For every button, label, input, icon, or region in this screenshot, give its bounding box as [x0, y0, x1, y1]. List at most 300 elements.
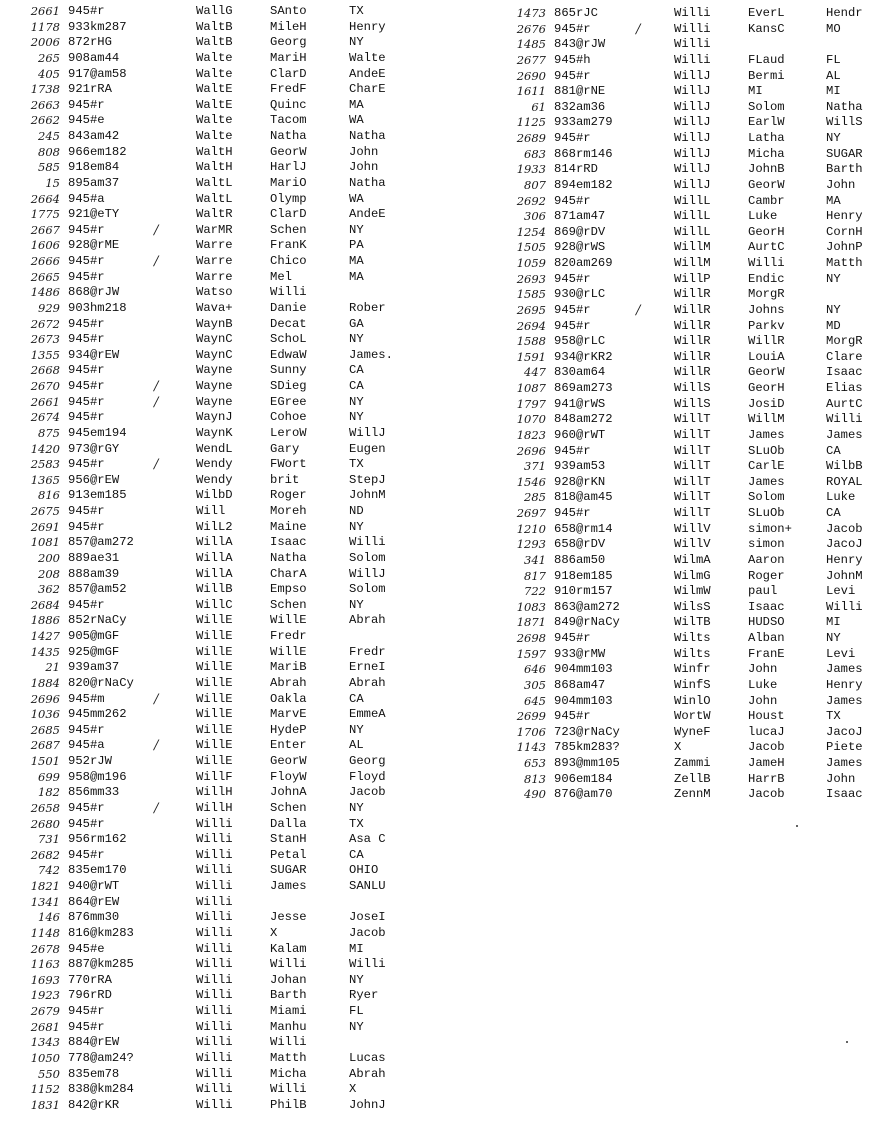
surname-field: Willi	[196, 1066, 233, 1081]
entry-code: 886am50	[554, 552, 606, 567]
record-number: 2680	[30, 816, 60, 831]
given-name-field: Miami	[270, 1004, 307, 1018]
place-or-relation-field: WilbB	[826, 459, 863, 474]
surname-field: Watso	[196, 285, 233, 300]
entry-code: 910rm157	[554, 584, 613, 599]
record-number: 1831	[30, 1097, 60, 1112]
place-or-relation-field: WillS	[826, 115, 863, 130]
list-item	[0, 645, 440, 661]
entry-code: 913em185	[68, 488, 127, 503]
list-item	[0, 332, 440, 348]
list-item	[0, 473, 440, 489]
surname-field: WillH	[196, 800, 233, 815]
record-number: 1083	[516, 599, 546, 614]
record-number: 1871	[516, 615, 546, 630]
record-number: 2662	[30, 113, 60, 128]
given-name-field: EarlW	[748, 115, 785, 130]
place-or-relation-field: PA	[349, 238, 364, 253]
given-name-field: Solom	[748, 99, 785, 114]
stray-mark	[846, 1041, 848, 1043]
record-number: 15	[45, 175, 60, 190]
list-item	[494, 84, 879, 100]
record-number: 1693	[30, 972, 60, 987]
record-number: 2677	[516, 52, 546, 67]
list-item	[0, 879, 440, 895]
list-item	[494, 444, 879, 460]
surname-field: Willi	[674, 6, 711, 20]
surname-field: Willi	[196, 847, 233, 862]
list-item	[494, 725, 879, 741]
surname-field: Willi	[196, 1050, 233, 1065]
entry-code: 814rRD	[554, 162, 598, 177]
list-item	[0, 301, 440, 317]
entry-code: 876@am70	[554, 787, 613, 802]
list-item	[494, 256, 879, 272]
record-number: 146	[38, 910, 60, 925]
list-item	[494, 647, 879, 663]
surname-field: WillA	[196, 550, 233, 565]
list-item	[494, 740, 879, 756]
given-name-field: SchoL	[270, 332, 307, 347]
list-item	[0, 535, 440, 551]
list-item	[494, 178, 879, 194]
surname-field: WaltE	[196, 97, 233, 112]
surname-field: Walte	[196, 50, 233, 65]
surname-field: WaltB	[196, 35, 233, 50]
record-number: 245	[38, 129, 60, 143]
list-item	[494, 6, 879, 22]
given-name-field: Parkv	[748, 318, 785, 333]
place-or-relation-field: ND	[349, 504, 364, 518]
list-item	[0, 1098, 440, 1114]
entry-code: 956rm162	[68, 832, 127, 847]
entry-code: 889ae31	[68, 550, 120, 565]
surname-field: WillT	[674, 459, 711, 474]
given-name-field: JohnA	[270, 785, 307, 800]
surname-field: WaynC	[196, 332, 233, 347]
place-or-relation-field: Henry	[826, 209, 863, 224]
place-or-relation-field: TX	[349, 816, 364, 831]
list-item	[0, 254, 440, 270]
place-or-relation-field: NY	[349, 1019, 364, 1034]
entry-code: 917@am58	[68, 66, 127, 81]
given-name-field: Moreh	[270, 504, 307, 518]
right-column	[494, 6, 879, 803]
given-name-field: Alban	[748, 631, 785, 645]
surname-field: Willi	[196, 925, 233, 940]
place-or-relation-field: Natha	[349, 129, 386, 143]
given-name-field: Enter	[270, 738, 307, 753]
surname-field: WillR	[674, 302, 711, 317]
record-number: 1821	[30, 879, 60, 893]
record-number: 1886	[30, 613, 60, 628]
record-number: 1293	[516, 537, 546, 552]
place-or-relation-field: JacoJ	[826, 537, 863, 552]
entry-code: 918em185	[554, 568, 613, 583]
surname-field: WillE	[196, 722, 233, 737]
surname-field: WilTB	[674, 615, 711, 630]
given-name-field: Natha	[270, 550, 307, 565]
list-item	[0, 145, 440, 161]
surname-field: WillT	[674, 412, 711, 427]
given-name-field: FranK	[270, 238, 307, 253]
list-item	[494, 162, 879, 178]
record-number: 646	[524, 662, 546, 677]
entry-code: 945#r	[554, 131, 591, 145]
record-number: 306	[524, 209, 546, 224]
record-number: 1148	[30, 925, 60, 940]
record-number: 1163	[30, 957, 60, 972]
list-item	[0, 192, 440, 208]
surname-field: Wilts	[674, 631, 711, 645]
given-name-field: James	[748, 474, 785, 489]
entry-code: 868rm146	[554, 146, 613, 161]
record-number: 1420	[30, 441, 60, 456]
list-item	[0, 754, 440, 770]
record-number: 1178	[30, 19, 60, 34]
given-name-field: JameH	[748, 756, 785, 770]
surname-field: Wilts	[674, 646, 711, 661]
list-item	[0, 67, 440, 83]
given-name-field: Fredr	[270, 629, 307, 643]
surname-field: WillS	[674, 396, 711, 411]
record-number: 1365	[30, 472, 60, 487]
place-or-relation-field: JohnJ	[349, 1097, 386, 1112]
given-name-field: EverL	[748, 6, 785, 20]
record-number: 21	[45, 660, 60, 675]
check-mark: /	[154, 457, 159, 473]
list-item	[494, 584, 879, 600]
list-item	[0, 957, 440, 973]
given-name-field: SDieg	[270, 379, 307, 393]
surname-field: Willi	[196, 894, 233, 909]
entry-code: 945#m	[68, 691, 105, 706]
given-name-field: WillE	[270, 644, 307, 659]
given-name-field: Aaron	[748, 552, 785, 567]
record-number: 731	[38, 832, 60, 847]
record-number: 1505	[516, 240, 546, 255]
record-number: 1087	[516, 381, 546, 395]
record-number: 2699	[516, 709, 546, 724]
surname-field: WilL2	[196, 519, 233, 534]
place-or-relation-field: FL	[349, 1004, 364, 1018]
record-number: 2668	[30, 363, 60, 378]
entry-code: 945#r	[68, 222, 105, 237]
entry-code: 945#r	[554, 271, 591, 286]
record-number: 2693	[516, 271, 546, 286]
record-number: 1611	[516, 84, 546, 99]
given-name-field: Olymp	[270, 191, 307, 206]
entry-code: 952rJW	[68, 754, 112, 768]
place-or-relation-field: Isaac	[826, 787, 863, 802]
surname-field: WortW	[674, 709, 711, 724]
place-or-relation-field: CA	[349, 363, 364, 378]
entry-code: 921@eTY	[68, 207, 120, 222]
entry-code: 945#r	[68, 4, 105, 18]
place-or-relation-field: Eugen	[349, 441, 386, 456]
list-item	[494, 350, 879, 366]
surname-field: Zammi	[674, 756, 711, 770]
list-item	[494, 69, 879, 85]
entry-code: 945#r	[554, 443, 591, 458]
list-item	[0, 707, 440, 723]
list-item	[494, 631, 879, 647]
list-item	[0, 363, 440, 379]
surname-field: Willi	[196, 1004, 233, 1018]
list-item	[0, 223, 440, 239]
list-item	[0, 785, 440, 801]
given-name-field: Luke	[748, 209, 778, 224]
entry-code: 928@rKN	[554, 474, 606, 489]
surname-field: Willi	[196, 879, 233, 893]
entry-code: 973@rGY	[68, 441, 120, 456]
entry-code: 843am42	[68, 129, 120, 143]
place-or-relation-field: MI	[826, 615, 841, 630]
list-item	[0, 4, 440, 20]
surname-field: WillE	[196, 644, 233, 659]
given-name-field: paul	[748, 584, 778, 599]
given-name-field: Natha	[270, 129, 307, 143]
entry-code: 918em84	[68, 160, 120, 175]
list-item	[494, 303, 879, 319]
given-name-field: Kalam	[270, 941, 307, 956]
record-number: 683	[524, 146, 546, 161]
given-name-field: SLuOb	[748, 443, 785, 458]
given-name-field: WillE	[270, 613, 307, 628]
surname-field: WillE	[196, 691, 233, 706]
given-name-field: Dalla	[270, 816, 307, 831]
surname-field: Willi	[196, 863, 233, 878]
entry-code: 832am36	[554, 99, 606, 114]
list-item	[0, 176, 440, 192]
place-or-relation-field: CharE	[349, 82, 386, 97]
list-item	[0, 895, 440, 911]
given-name-field: James	[748, 427, 785, 442]
place-or-relation-field: WA	[349, 113, 364, 128]
list-item	[0, 1020, 440, 1036]
list-item	[494, 287, 879, 303]
place-or-relation-field: EmmeA	[349, 707, 386, 722]
place-or-relation-field: John	[826, 177, 856, 192]
place-or-relation-field: James	[826, 693, 863, 708]
record-number: 2583	[30, 457, 60, 472]
entry-code: 849@rNaCy	[554, 615, 620, 630]
record-number: 2697	[516, 506, 546, 520]
record-number: 2689	[516, 131, 546, 145]
surname-field: WillL	[674, 209, 711, 224]
given-name-field: HarlJ	[270, 160, 307, 175]
given-name-field: Danie	[270, 300, 307, 315]
place-or-relation-field: Willi	[349, 957, 386, 972]
list-item	[0, 910, 440, 926]
place-or-relation-field: MO	[826, 21, 841, 36]
entry-code: 956@rEW	[68, 472, 120, 487]
given-name-field: Jacob	[748, 740, 785, 755]
entry-code: 872rHG	[68, 35, 112, 50]
check-mark: /	[636, 21, 641, 37]
given-name-field: Roger	[270, 488, 307, 503]
entry-code: 945#r	[68, 847, 105, 862]
list-item	[0, 426, 440, 442]
place-or-relation-field: Lucas	[349, 1050, 386, 1065]
given-name-field: Cohoe	[270, 410, 307, 425]
surname-field: WillA	[196, 535, 233, 550]
record-number: 305	[524, 677, 546, 692]
given-name-field: Cambr	[748, 193, 785, 208]
place-or-relation-field: GA	[349, 316, 364, 331]
place-or-relation-field: Asa C	[349, 832, 386, 847]
record-number: 2665	[30, 269, 60, 284]
given-name-field: JohnB	[748, 162, 785, 177]
record-number: 2679	[30, 1004, 60, 1018]
entry-code: 658@rm14	[554, 521, 613, 536]
list-item	[494, 365, 879, 381]
place-or-relation-field: Isaac	[826, 365, 863, 380]
list-item	[0, 942, 440, 958]
entry-code: 945#r	[554, 506, 591, 520]
given-name-field: MarvE	[270, 707, 307, 722]
list-item	[494, 787, 879, 803]
entry-code: 796rRD	[68, 988, 112, 1003]
surname-field: WillB	[196, 582, 233, 597]
entry-code: 940@rWT	[68, 879, 120, 893]
list-item	[0, 1035, 440, 1051]
record-number: 1775	[30, 207, 60, 222]
record-number: 2695	[516, 302, 546, 317]
list-item	[0, 832, 440, 848]
place-or-relation-field: NY	[349, 332, 364, 347]
entry-code: 894em182	[554, 177, 613, 192]
surname-field: WillL	[674, 193, 711, 208]
list-item	[494, 381, 879, 397]
list-item	[0, 598, 440, 614]
surname-field: WillT	[674, 443, 711, 458]
entry-code: 945#r	[554, 68, 591, 83]
place-or-relation-field: AurtC	[826, 396, 863, 411]
entry-code: 945#h	[554, 52, 591, 67]
place-or-relation-field: JohnP	[826, 240, 863, 255]
entry-code: 842@rKR	[68, 1097, 120, 1112]
entry-code: 945#r	[68, 1004, 105, 1018]
given-name-field: Willi	[270, 1082, 307, 1097]
list-item	[0, 801, 440, 817]
entry-code: 945#e	[68, 941, 105, 956]
given-name-field: Chico	[270, 254, 307, 268]
given-name-field: HarrB	[748, 771, 785, 786]
entry-code: 820am269	[554, 256, 613, 270]
surname-field: WarMR	[196, 222, 233, 237]
given-name-field: MariO	[270, 175, 307, 190]
list-item	[0, 270, 440, 286]
list-item	[0, 82, 440, 98]
place-or-relation-field: NY	[349, 519, 364, 534]
record-number: 1823	[516, 427, 546, 442]
given-name-field: MariB	[270, 660, 307, 675]
given-name-field: LouiA	[748, 349, 785, 364]
record-number: 362	[38, 582, 60, 597]
surname-field: WillR	[674, 365, 711, 380]
check-mark: /	[154, 738, 159, 754]
entry-code: 945#r	[68, 394, 105, 409]
record-number: 645	[524, 693, 546, 708]
list-item	[494, 615, 879, 631]
surname-field: Willi	[196, 816, 233, 831]
list-item	[0, 817, 440, 833]
record-number: 2675	[30, 504, 60, 518]
list-item	[494, 131, 879, 147]
check-mark: /	[636, 302, 641, 318]
entry-code: 843@rJW	[554, 37, 606, 52]
given-name-field: GeorW	[270, 144, 307, 159]
given-name-field: JosiD	[748, 396, 785, 411]
place-or-relation-field: Henry	[826, 552, 863, 567]
surname-field: WillV	[674, 537, 711, 552]
surname-field: WillR	[674, 287, 711, 302]
surname-field: WendL	[196, 441, 233, 456]
surname-field: WillH	[196, 785, 233, 800]
place-or-relation-field: AL	[349, 738, 364, 753]
surname-field: Willi	[674, 37, 711, 52]
left-column	[0, 4, 440, 1113]
surname-field: ZennM	[674, 787, 711, 802]
entry-code: 856mm33	[68, 785, 120, 800]
place-or-relation-field: ErneI	[349, 660, 386, 675]
list-item	[0, 395, 440, 411]
place-or-relation-field: WA	[349, 191, 364, 206]
list-item	[0, 567, 440, 583]
given-name-field: Isaac	[748, 599, 785, 614]
surname-field: WillT	[674, 474, 711, 489]
given-name-field: HUDSO	[748, 615, 785, 630]
list-item	[0, 504, 440, 520]
place-or-relation-field: X	[349, 1082, 357, 1097]
place-or-relation-field: OHIO	[349, 863, 379, 878]
record-number: 2658	[30, 800, 60, 815]
place-or-relation-field: CA	[826, 506, 841, 520]
surname-field: WallG	[196, 4, 233, 18]
surname-field: Warre	[196, 269, 233, 284]
record-number: 1343	[30, 1035, 60, 1050]
place-or-relation-field: Natha	[826, 99, 863, 114]
record-number: 807	[524, 177, 546, 192]
surname-field: WillJ	[674, 84, 711, 99]
record-number: 2685	[30, 722, 60, 737]
check-mark: /	[154, 254, 159, 269]
list-item	[0, 1082, 440, 1098]
surname-field: X	[674, 740, 682, 755]
list-item	[494, 194, 879, 210]
list-item	[0, 848, 440, 864]
place-or-relation-field: Willi	[826, 599, 863, 614]
place-or-relation-field: Floyd	[349, 769, 386, 784]
record-number: 2006	[30, 35, 60, 50]
entry-code: 945#r	[68, 457, 105, 472]
place-or-relation-field: John	[826, 771, 856, 786]
place-or-relation-field: MI	[349, 941, 364, 956]
entry-code: 945#r	[68, 800, 105, 815]
check-mark: /	[154, 222, 159, 238]
entry-code: 945#r	[68, 816, 105, 831]
record-number: 2676	[516, 21, 546, 36]
entry-code: 945#e	[68, 113, 105, 128]
list-item	[494, 115, 879, 131]
given-name-field: Solom	[748, 490, 785, 505]
record-number: 1427	[30, 629, 60, 643]
surname-field: Walte	[196, 113, 233, 128]
list-item	[0, 285, 440, 301]
given-name-field: brit	[270, 472, 300, 487]
entry-code: 928@rWS	[554, 240, 606, 255]
